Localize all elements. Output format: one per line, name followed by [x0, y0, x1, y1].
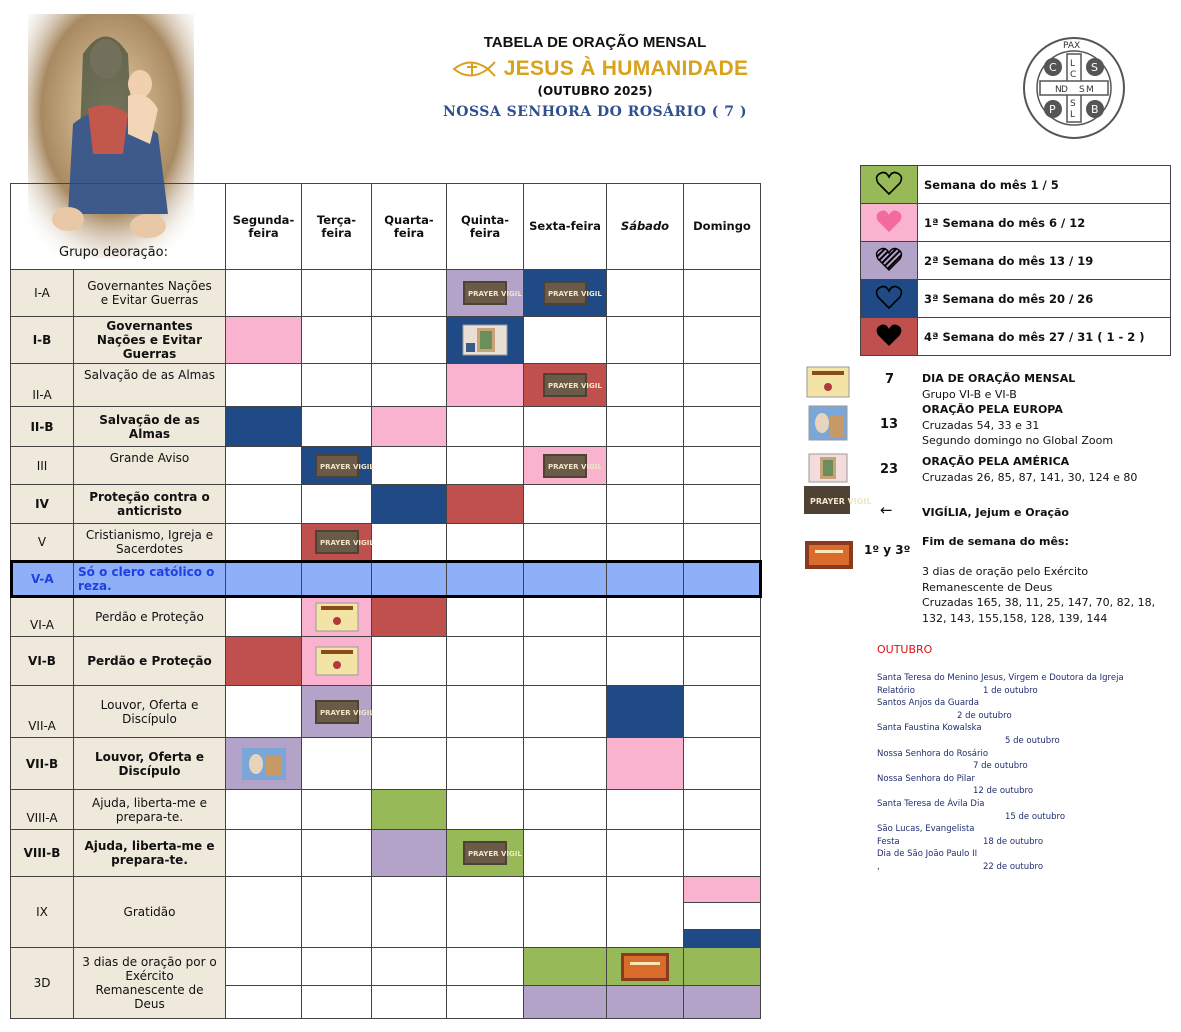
day-cell-tuesday: [302, 597, 372, 637]
day-cell-friday: [524, 948, 607, 1019]
svg-text:PRAYER VIGIL: PRAYER VIGIL: [319, 462, 374, 471]
group-id: VII-A: [11, 686, 74, 738]
group-intention: Perdão e Proteção: [74, 597, 226, 637]
svg-text:PRAYER VIGIL: PRAYER VIGIL: [319, 708, 374, 717]
svg-text:L: L: [1070, 110, 1076, 120]
day-cell-thursday: [447, 597, 524, 637]
table-row: [11, 597, 761, 637]
day-cell-monday: [226, 407, 302, 447]
legend-label: 1ª Semana do mês 6 / 12: [918, 204, 1171, 242]
group-header: [11, 184, 226, 270]
day-cell-wednesday: [372, 877, 447, 948]
day-cell-monday: [226, 597, 302, 637]
day-cell-tuesday: [302, 524, 372, 561]
legend-label: Semana do mês 1 / 5: [918, 166, 1171, 204]
day-cell-sunday: [684, 597, 761, 637]
vigil-thumbnail-icon: [315, 458, 374, 472]
day-cell-friday: [524, 738, 607, 790]
month-label: (OUTUBRO 2025): [537, 84, 653, 98]
day-cell-thursday: [447, 317, 524, 364]
day-cell-saturday: [607, 364, 684, 407]
group-intention: Proteção contra o anticristo: [74, 485, 226, 524]
fish-cross-icon: [452, 58, 496, 80]
day-cell-tuesday: [302, 948, 372, 1019]
feast-item: [877, 672, 1177, 685]
day-cell-friday: [524, 524, 607, 561]
legend-row: [861, 166, 1171, 204]
legend-label: 3ª Semana do mês 20 / 26: [918, 280, 1171, 318]
group-intention: Grande Aviso: [74, 447, 226, 485]
day-cell-monday: [226, 790, 302, 830]
day-cell-sunday: [684, 407, 761, 447]
group-intention: Só o clero católico o reza.: [74, 561, 226, 597]
day-cell-thursday: [447, 447, 524, 485]
vigil-thumbnail-icon: [543, 458, 602, 472]
day-cell-thursday: [447, 686, 524, 738]
group-id: VII-B: [11, 738, 74, 790]
heart-icon: [861, 242, 918, 280]
group-intention: Governantes Nações e Evitar Guerras: [74, 317, 226, 364]
day-cell-wednesday: [372, 738, 447, 790]
day-cell-thursday: [447, 485, 524, 524]
feast-name: Nossa Senhora do Pilar: [877, 773, 975, 784]
feast-item: [877, 798, 1177, 811]
brand-logo: [440, 56, 760, 82]
group-header-label: Grupo deoração:: [59, 245, 168, 260]
day-cell-wednesday: [372, 830, 447, 877]
day-cell-monday: [226, 447, 302, 485]
table-row: [11, 830, 761, 877]
day-cell-wednesday: [372, 597, 447, 637]
note-weekend-title: Fim de semana do mês:: [922, 535, 1069, 548]
day-cell-tuesday: [302, 364, 372, 407]
feast-name: ,: [877, 861, 880, 872]
day-cell-sunday: [684, 447, 761, 485]
group-id: IV: [11, 485, 74, 524]
feast-name: Relatório: [877, 685, 915, 696]
feast-item: [877, 823, 1177, 836]
legend-label: 2ª Semana do mês 13 / 19: [918, 242, 1171, 280]
group-id: VI-A: [11, 597, 74, 637]
day-cell-tuesday: [302, 877, 372, 948]
group-intention: Gratidão: [74, 877, 226, 948]
day-cell-tuesday: [302, 407, 372, 447]
group-intention: Salvação de as Almas: [74, 407, 226, 447]
group-id: VIII-B: [11, 830, 74, 877]
day-cell-thursday: [447, 948, 524, 1019]
svg-text:L: L: [1070, 59, 1076, 69]
day-cell-sunday: [684, 830, 761, 877]
feast-item: [877, 685, 1177, 698]
saint-benedict-medal-icon: [1015, 36, 1133, 140]
day-cell-sunday: [684, 317, 761, 364]
table-row: [11, 407, 761, 447]
america-thumbnail-icon: [808, 453, 848, 488]
note-europe-day-number: 13: [880, 417, 899, 432]
svg-text:PRAYER VIGIL: PRAYER VIGIL: [548, 382, 602, 390]
legend-label: 4ª Semana do mês 27 / 31 ( 1 - 2 ): [918, 318, 1171, 356]
vigil-thumbnail-icon: [315, 535, 374, 549]
feast-item: [877, 836, 1177, 849]
brand-name: JESUS À HUMANIDADE: [503, 57, 749, 80]
group-intention: Salvação de as Almas: [74, 364, 226, 407]
day-cell-thursday: [447, 830, 524, 877]
note-europe-title: ORAÇÃO PELA EUROPA: [922, 403, 1063, 416]
vigil-thumbnail-icon: [463, 286, 522, 300]
group-intention: Louvor, Oferta e Discípulo: [74, 686, 226, 738]
day-cell-friday: [524, 364, 607, 407]
note-monthly-title: DIA DE ORAÇÃO MENSAL: [922, 372, 1076, 385]
feast-name: São Lucas, Evangelista: [877, 824, 975, 835]
day-cell-monday: [226, 485, 302, 524]
day-cell-saturday: [607, 561, 684, 597]
day-cell-wednesday: [372, 447, 447, 485]
day-cell-sunday: [684, 485, 761, 524]
feast-item: [877, 861, 1177, 874]
day-cell-tuesday: [302, 447, 372, 485]
day-cell-tuesday: [302, 317, 372, 364]
day-header-saturday: Sábado: [607, 184, 684, 270]
day-header-tuesday: Terça- feira: [302, 184, 372, 270]
feast-item: [877, 735, 1177, 748]
day-cell-saturday: [607, 447, 684, 485]
feast-item: [877, 710, 1177, 723]
group-intention: 3 dias de oração por o Exército Remanescente de Deus: [74, 948, 226, 1019]
note-weekend-sub2: Cruzadas 165, 38, 11, 25, 147, 70, 82, 18, 132, 143, 155,158, 128, 139, 144: [922, 596, 1156, 625]
day-cell-sunday: [684, 561, 761, 597]
feast-item: [877, 748, 1177, 761]
feast-name: Santa Faustina Kowalska: [877, 723, 982, 734]
day-cell-saturday: [607, 597, 684, 637]
day-header-monday: Segunda- feira: [226, 184, 302, 270]
day-cell-saturday: [607, 485, 684, 524]
table-row: [11, 790, 761, 830]
note-europe-sub2: Segundo domingo no Global Zoom: [922, 434, 1114, 447]
vigil-thumbnail-icon: [463, 846, 522, 860]
day-cell-sunday: [684, 790, 761, 830]
group-id: VIII-A: [11, 790, 74, 830]
day-cell-sunday: [684, 270, 761, 317]
group-intention: Louvor, Oferta e Discípulo: [74, 738, 226, 790]
prayer-schedule-table: [10, 183, 761, 1019]
day-cell-tuesday: [302, 790, 372, 830]
day-cell-wednesday: [372, 561, 447, 597]
day-cell-monday: [226, 637, 302, 686]
legend-row: [861, 204, 1171, 242]
day-cell-sunday: [684, 877, 761, 948]
feast-name: Santa Teresa do Menino Jesus, Virgem e Doutora da Igreja: [877, 673, 1124, 683]
feast-item: [877, 697, 1177, 710]
day-cell-saturday: [607, 830, 684, 877]
feast-date: 5 de outubro: [1005, 735, 1060, 746]
group-intention: Ajuda, liberta-me e prepara-te.: [74, 790, 226, 830]
group-id: IX: [11, 877, 74, 948]
legend-row: [861, 318, 1171, 356]
day-cell-saturday: [607, 407, 684, 447]
heart-icon: [861, 166, 918, 204]
day-cell-friday: [524, 447, 607, 485]
day-cell-sunday: [684, 948, 761, 1019]
group-id: I-B: [11, 317, 74, 364]
page-title: TABELA DE ORAÇÃO MENSAL: [483, 34, 707, 51]
day-cell-friday: [524, 317, 607, 364]
day-cell-wednesday: [372, 790, 447, 830]
remnant-thumbnail-icon: [618, 953, 672, 981]
day-cell-wednesday: [372, 270, 447, 317]
legend-row: [861, 280, 1171, 318]
day-cell-saturday: [607, 877, 684, 948]
day-cell-saturday: [607, 524, 684, 561]
day-cell-wednesday: [372, 686, 447, 738]
day-cell-wednesday: [372, 948, 447, 1019]
svg-text:PRAYER VIGIL: PRAYER VIGIL: [810, 497, 872, 506]
america-thumbnail-icon: [463, 333, 507, 347]
day-cell-thursday: [447, 561, 524, 597]
feast-date: 1 de outubro: [983, 685, 1038, 696]
day-cell-thursday: [447, 738, 524, 790]
table-row: [11, 948, 761, 1019]
feast-item: [877, 811, 1177, 824]
europe-thumbnail-icon: [242, 756, 286, 770]
day-cell-thursday: [447, 407, 524, 447]
day-cell-thursday: [447, 524, 524, 561]
day-cell-wednesday: [372, 364, 447, 407]
svg-text:PRAYER VIGIL: PRAYER VIGIL: [468, 290, 522, 298]
day-cell-monday: [226, 877, 302, 948]
group-id: VI-B: [11, 637, 74, 686]
table-row: [11, 738, 761, 790]
vigil-thumbnail-icon: [804, 486, 872, 519]
svg-text:PRAYER VIGIL: PRAYER VIGIL: [548, 290, 602, 298]
feast-date: 12 de outubro: [973, 786, 1034, 797]
day-cell-thursday: [447, 270, 524, 317]
day-cell-saturday: [607, 637, 684, 686]
svg-text:S: S: [1079, 85, 1085, 95]
day-cell-friday: [524, 561, 607, 597]
table-row: [11, 485, 761, 524]
booklet-thumbnail-icon: [806, 366, 850, 403]
day-cell-monday: [226, 270, 302, 317]
note-weekend-sub1: 3 dias de oração pelo Exército Remanescente de Deus: [922, 565, 1089, 594]
day-cell-monday: [226, 948, 302, 1019]
day-cell-friday: [524, 830, 607, 877]
vigil-thumbnail-icon: [315, 704, 374, 718]
feast-name: Dia de São João Paulo II: [877, 849, 978, 860]
table-row: [11, 686, 761, 738]
group-intention: Ajuda, liberta-me e prepara-te.: [74, 830, 226, 877]
svg-text:D: D: [1061, 85, 1068, 95]
day-cell-monday: [226, 686, 302, 738]
day-cell-monday: [226, 830, 302, 877]
october-heading: OUTUBRO: [877, 643, 933, 656]
heart-icon: [861, 280, 918, 318]
day-cell-sunday: [684, 637, 761, 686]
day-cell-friday: [524, 686, 607, 738]
day-cell-tuesday: [302, 561, 372, 597]
group-id: I-A: [11, 270, 74, 317]
table-row: [11, 637, 761, 686]
note-monthly-day-number: 7: [885, 372, 895, 387]
feast-date: 2 de outubro: [957, 710, 1012, 721]
heart-icon: [861, 204, 918, 242]
day-cell-friday: [524, 597, 607, 637]
group-id: V: [11, 524, 74, 561]
day-cell-tuesday: [302, 686, 372, 738]
feast-item: [877, 773, 1177, 786]
note-america-sub: Cruzadas 26, 85, 87, 141, 30, 124 e 80: [922, 471, 1138, 484]
day-cell-tuesday: [302, 270, 372, 317]
note-america-day-number: 23: [880, 462, 899, 477]
feast-date: 7 de outubro: [973, 761, 1028, 772]
table-row: [11, 447, 761, 485]
day-cell-friday: [524, 407, 607, 447]
svg-text:C: C: [1049, 61, 1057, 74]
day-cell-tuesday: [302, 637, 372, 686]
feast-item: [877, 848, 1177, 861]
feast-name: Festa: [877, 836, 900, 847]
day-cell-monday: [226, 561, 302, 597]
svg-text:PAX: PAX: [1063, 41, 1081, 51]
day-cell-friday: [524, 485, 607, 524]
feast-name: Nossa Senhora do Rosário: [877, 748, 989, 759]
day-cell-friday: [524, 790, 607, 830]
feast-item: [877, 760, 1177, 773]
day-cell-wednesday: [372, 407, 447, 447]
feast-item: [877, 722, 1177, 735]
feast-name: Santos Anjos da Guarda: [877, 698, 979, 709]
day-header-sunday: Domingo: [684, 184, 761, 270]
note-america-title: ORAÇÃO PELA AMÉRICA: [922, 455, 1070, 468]
day-header-wednesday: Quarta- feira: [372, 184, 447, 270]
day-cell-wednesday: [372, 317, 447, 364]
svg-text:B: B: [1091, 103, 1099, 116]
remnant-army-thumbnail-icon: [805, 541, 853, 574]
feast-days-list: [877, 672, 1177, 874]
feast-item: [877, 785, 1177, 798]
booklet-thumbnail-icon: [315, 654, 359, 668]
day-cell-tuesday: [302, 830, 372, 877]
day-cell-monday: [226, 317, 302, 364]
day-cell-sunday: [684, 738, 761, 790]
day-cell-sunday: [684, 686, 761, 738]
day-cell-tuesday: [302, 738, 372, 790]
group-intention: Governantes Nações e Evitar Guerras: [74, 270, 226, 317]
svg-text:P: P: [1049, 103, 1056, 116]
day-cell-sunday: [684, 364, 761, 407]
feast-date: 15 de outubro: [1005, 811, 1066, 822]
group-id: II-B: [11, 407, 74, 447]
booklet-thumbnail-icon: [315, 609, 359, 623]
day-cell-saturday: [607, 738, 684, 790]
group-id: II-A: [11, 364, 74, 407]
table-row: [11, 317, 761, 364]
day-cell-thursday: [447, 877, 524, 948]
day-header-friday: Sexta-feira: [524, 184, 607, 270]
day-cell-monday: [226, 738, 302, 790]
day-cell-thursday: [447, 364, 524, 407]
svg-text:M: M: [1086, 85, 1094, 95]
table-row: [11, 524, 761, 561]
europe-thumbnail-icon: [808, 405, 848, 446]
day-cell-friday: [524, 877, 607, 948]
day-cell-sunday: [684, 524, 761, 561]
vigil-thumbnail-icon: [543, 378, 602, 392]
group-intention: Cristianismo, Igreja e Sacerdotes: [74, 524, 226, 561]
feast-date: 22 de outubro: [983, 861, 1044, 872]
svg-text:PRAYER VIGIL: PRAYER VIGIL: [468, 850, 522, 858]
feast-name: Santa Teresa de Ávila Dia: [877, 798, 985, 809]
day-cell-friday: [524, 270, 607, 317]
day-cell-tuesday: [302, 485, 372, 524]
day-cell-wednesday: [372, 637, 447, 686]
svg-text:S: S: [1091, 61, 1098, 74]
day-cell-friday: [524, 637, 607, 686]
heart-icon: [861, 318, 918, 356]
group-intention: Perdão e Proteção: [74, 637, 226, 686]
feast-date: 18 de outubro: [983, 836, 1044, 847]
day-cell-wednesday: [372, 485, 447, 524]
vigil-thumbnail-icon: [543, 286, 602, 300]
day-cell-saturday: [607, 790, 684, 830]
svg-text:C: C: [1070, 70, 1077, 80]
note-vigil-title: VIGÍLIA, Jejum e Oração: [922, 506, 1069, 519]
group-id: V-A: [11, 561, 74, 597]
group-id: 3D: [11, 948, 74, 1019]
day-cell-monday: [226, 524, 302, 561]
svg-text:S: S: [1070, 99, 1076, 109]
note-europe-sub1: Cruzadas 54, 33 e 31: [922, 419, 1040, 432]
note-weekend-number: 1º y 3º: [864, 543, 911, 557]
table-row: [11, 364, 761, 407]
day-cell-saturday: [607, 686, 684, 738]
day-cell-saturday: [607, 270, 684, 317]
svg-text:PRAYER VIGIL: PRAYER VIGIL: [319, 539, 374, 547]
day-cell-thursday: [447, 637, 524, 686]
day-cell-saturday: [607, 317, 684, 364]
table-row: [11, 270, 761, 317]
table-row: [11, 561, 761, 597]
arrow-left-icon: ←: [880, 501, 893, 519]
dedication-title: NOSSA SENHORA DO ROSÁRIO ( 7 ): [442, 104, 748, 120]
week-color-legend: [860, 165, 1171, 356]
legend-row: [861, 242, 1171, 280]
day-header-thursday: Quinta- feira: [447, 184, 524, 270]
day-cell-thursday: [447, 790, 524, 830]
group-id: III: [11, 447, 74, 485]
day-cell-monday: [226, 364, 302, 407]
svg-text:N: N: [1055, 85, 1062, 95]
table-row: [11, 877, 761, 948]
day-cell-wednesday: [372, 524, 447, 561]
day-cell-saturday: [607, 948, 684, 1019]
svg-text:PRAYER VIGIL: PRAYER VIGIL: [548, 462, 602, 471]
note-monthly-sub: Grupo VI-B e VI-B: [922, 388, 1017, 401]
